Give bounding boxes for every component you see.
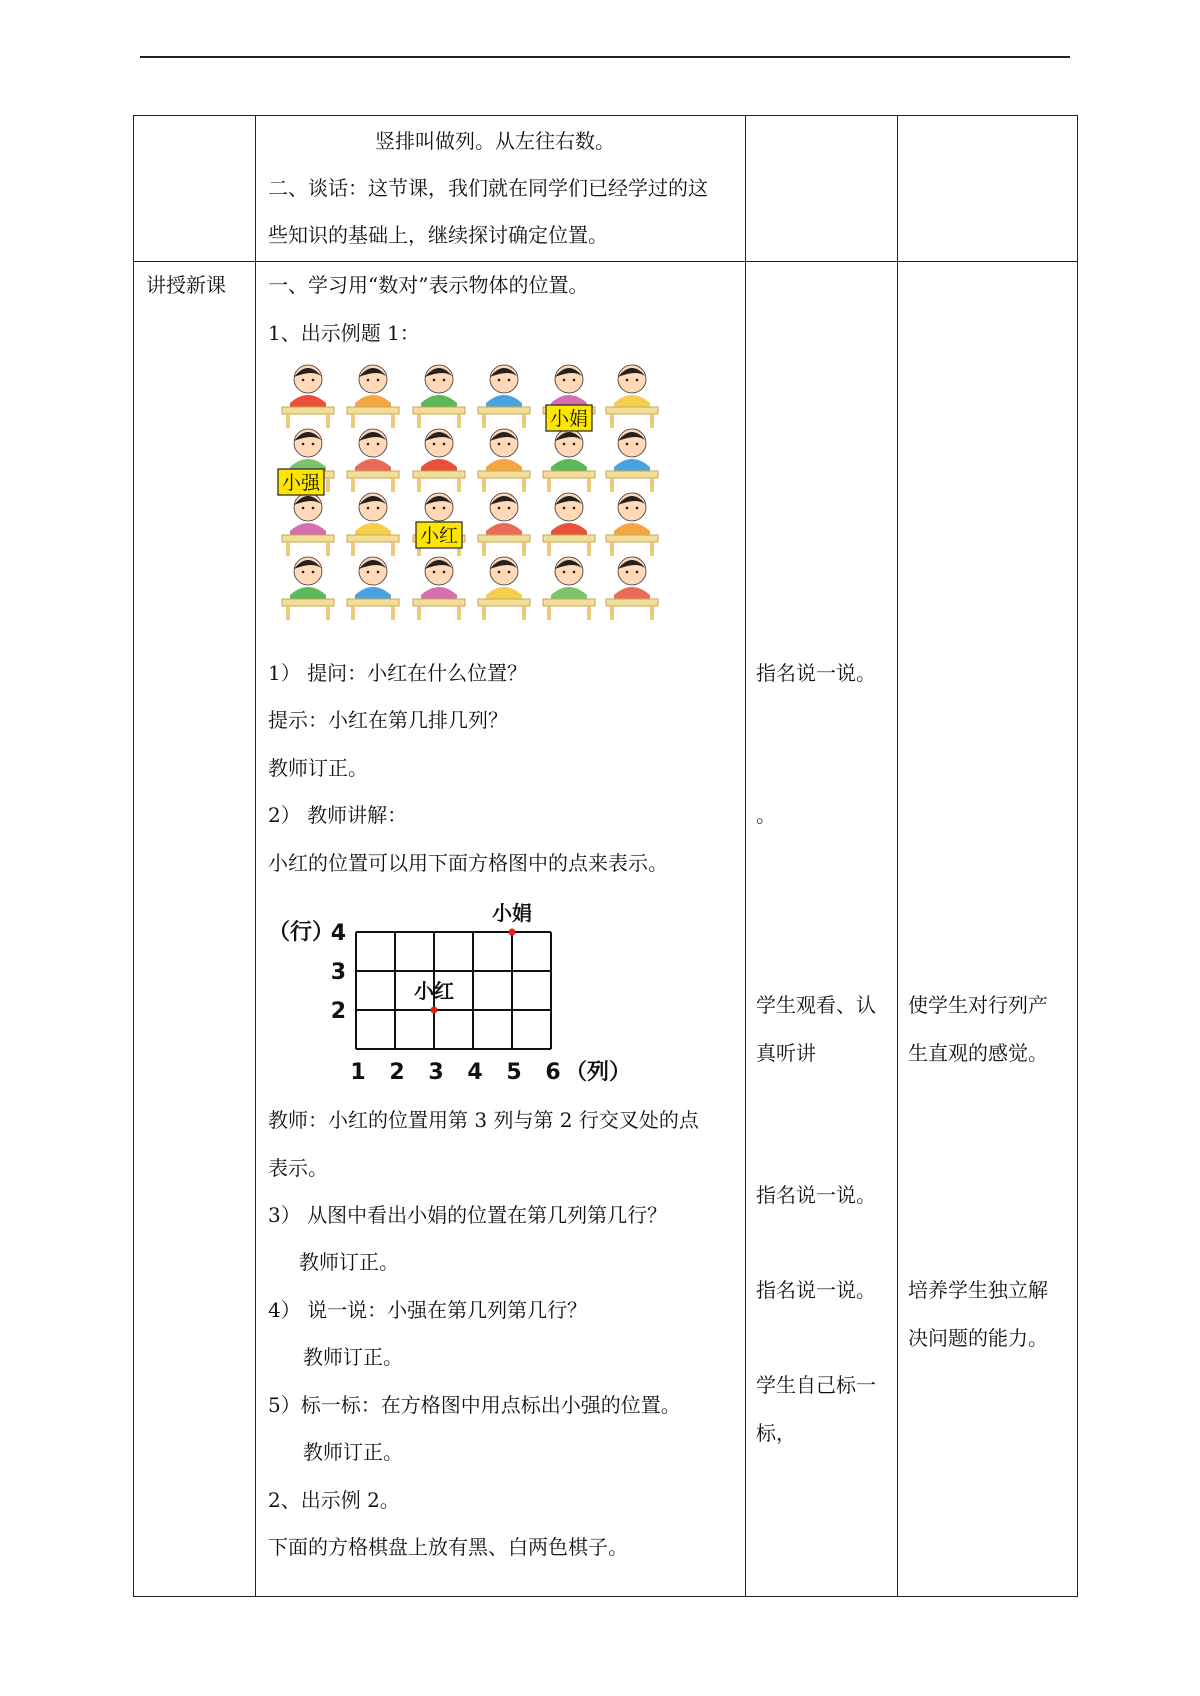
content-line: 教师：小红的位置用第 3 列与第 2 行交叉处的点 — [268, 1108, 699, 1132]
eye-shape — [498, 507, 501, 510]
desk-leg — [286, 606, 290, 620]
content-line: 2） 教师讲解： — [268, 803, 408, 827]
desk-leg — [522, 542, 526, 556]
desk-leg — [417, 414, 421, 428]
grid-point — [509, 929, 516, 936]
col-axis-label: （列） — [565, 1060, 632, 1085]
name-tag-label: 小红 — [419, 525, 459, 547]
student-figure — [606, 365, 658, 428]
content-line: 二、谈话：这节课，我们就在同学们已经学过的这 — [268, 176, 708, 200]
desk-top — [347, 471, 399, 478]
eye-shape — [563, 507, 566, 510]
eye-shape — [498, 443, 501, 446]
design-purpose-line: 使学生对行列产 — [908, 993, 1048, 1017]
col-tick-label: 3 — [428, 1060, 444, 1085]
student-figure — [282, 493, 334, 556]
design-purpose-cell — [898, 262, 1078, 1597]
desk-leg — [482, 414, 486, 428]
desk-leg — [547, 606, 551, 620]
desk-leg — [547, 542, 551, 556]
header-rule — [140, 56, 1070, 58]
content-line: 表示。 — [268, 1156, 328, 1180]
student-figure — [478, 557, 530, 620]
content-line: 5）标一标：在方格图中用点标出小强的位置。 — [268, 1393, 681, 1417]
eye-shape — [312, 443, 315, 446]
eye-shape — [626, 571, 629, 574]
desk-top — [282, 407, 334, 414]
desk-top — [606, 471, 658, 478]
table-row — [134, 116, 1078, 262]
eye-shape — [636, 571, 639, 574]
eye-shape — [377, 507, 380, 510]
name-tag-label: 小强 — [281, 472, 321, 494]
student-figure — [347, 557, 399, 620]
table-row — [134, 262, 1078, 1597]
eye-shape — [508, 379, 511, 382]
grid-point-label: 小红 — [414, 979, 454, 1003]
student-figure — [282, 557, 334, 620]
eye-shape — [498, 379, 501, 382]
desk-leg — [482, 542, 486, 556]
content-cell — [256, 116, 746, 262]
desk-leg — [482, 478, 486, 492]
eye-shape — [508, 507, 511, 510]
eye-shape — [626, 507, 629, 510]
desk-leg — [650, 606, 654, 620]
content-line: 提示：小红在第几排几列？ — [268, 708, 508, 732]
row-tick-label: 4 — [330, 921, 346, 946]
desk-leg — [610, 606, 614, 620]
eye-shape — [563, 379, 566, 382]
eye-shape — [433, 443, 436, 446]
desk-top — [478, 407, 530, 414]
desk-leg — [286, 414, 290, 428]
lesson-plan-table — [133, 115, 1078, 1597]
desk-leg — [650, 542, 654, 556]
content-line: 4） 说一说：小强在第几列第几行？ — [268, 1298, 588, 1322]
content-line: 些知识的基础上，继续探讨确定位置。 — [268, 223, 608, 247]
eye-shape — [433, 571, 436, 574]
desk-top — [347, 535, 399, 542]
content-cell — [256, 262, 746, 1597]
eye-shape — [443, 507, 446, 510]
content-line: 2、出示例 2。 — [268, 1488, 400, 1512]
desk-leg — [351, 414, 355, 428]
desk-leg — [351, 606, 355, 620]
eye-shape — [563, 571, 566, 574]
student-activity-line: 。 — [756, 803, 776, 827]
eye-shape — [508, 571, 511, 574]
student-figure — [347, 365, 399, 428]
eye-shape — [443, 443, 446, 446]
eye-shape — [443, 379, 446, 382]
desk-leg — [522, 606, 526, 620]
col-tick-label: 2 — [389, 1060, 405, 1085]
desk-leg — [351, 542, 355, 556]
desk-leg — [351, 478, 355, 492]
eye-shape — [626, 379, 629, 382]
desk-leg — [610, 478, 614, 492]
eye-shape — [302, 379, 305, 382]
eye-shape — [367, 507, 370, 510]
student-figure — [478, 429, 530, 492]
student-figure — [606, 493, 658, 556]
student-figure — [606, 429, 658, 492]
student-activity-line: 指名说一说。 — [756, 1183, 876, 1207]
desk-leg — [522, 478, 526, 492]
desk-leg — [391, 606, 395, 620]
desk-top — [543, 471, 595, 478]
eye-shape — [377, 571, 380, 574]
eye-shape — [573, 379, 576, 382]
design-purpose-line: 培养学生独立解 — [908, 1278, 1048, 1302]
eye-shape — [367, 571, 370, 574]
design-purpose-line: 生直观的感觉。 — [908, 1041, 1048, 1065]
eye-shape — [573, 507, 576, 510]
eye-shape — [367, 443, 370, 446]
desk-top — [478, 535, 530, 542]
desk-leg — [326, 542, 330, 556]
content-line: 教师订正。 — [303, 1345, 403, 1369]
eye-shape — [636, 379, 639, 382]
row-tick-label: 2 — [330, 999, 346, 1024]
desk-top — [413, 407, 465, 414]
student-figure — [606, 557, 658, 620]
student-figure — [543, 557, 595, 620]
eye-shape — [367, 379, 370, 382]
content-line: 教师订正。 — [299, 1250, 399, 1274]
eye-shape — [433, 379, 436, 382]
student-figure — [543, 493, 595, 556]
eye-shape — [573, 571, 576, 574]
student-figure — [413, 429, 465, 492]
desk-leg — [391, 414, 395, 428]
desk-leg — [326, 606, 330, 620]
desk-top — [413, 471, 465, 478]
desk-leg — [547, 478, 551, 492]
desk-top — [413, 599, 465, 606]
stage-cell — [134, 262, 256, 1597]
col-tick-label: 5 — [506, 1060, 522, 1085]
student-activity-line: 学生观看、认 — [756, 993, 876, 1017]
student-figure — [478, 365, 530, 428]
eye-shape — [377, 379, 380, 382]
grid-point-label: 小娟 — [492, 901, 532, 925]
student-activity-line: 指名说一说。 — [756, 1278, 876, 1302]
student-figure — [413, 557, 465, 620]
content-line: 一、学习用“数对”表示物体的位置。 — [268, 273, 589, 297]
desk-leg — [587, 478, 591, 492]
student-activity-cell — [746, 116, 898, 262]
eye-shape — [302, 443, 305, 446]
eye-shape — [433, 507, 436, 510]
stage-cell — [134, 116, 256, 262]
desk-leg — [587, 606, 591, 620]
desk-top — [543, 535, 595, 542]
student-activity-line: 标， — [756, 1421, 796, 1445]
student-figure — [413, 365, 465, 428]
desk-leg — [457, 414, 461, 428]
desk-leg — [457, 478, 461, 492]
desk-top — [478, 471, 530, 478]
eye-shape — [443, 571, 446, 574]
desk-leg — [326, 414, 330, 428]
eye-shape — [312, 379, 315, 382]
name-tag — [416, 522, 462, 548]
position-grid-figure — [266, 890, 676, 1090]
stage-label: 讲授新课 — [146, 273, 226, 297]
student-figure — [543, 429, 595, 492]
student-activity-line: 学生自己标一 — [756, 1373, 876, 1397]
desk-top — [282, 535, 334, 542]
desk-leg — [286, 542, 290, 556]
desk-top — [282, 599, 334, 606]
col-tick-label: 4 — [467, 1060, 483, 1085]
eye-shape — [636, 507, 639, 510]
desk-leg — [417, 606, 421, 620]
desk-leg — [391, 478, 395, 492]
name-tag — [546, 405, 592, 431]
name-tag-label: 小娟 — [549, 408, 589, 430]
col-tick-label: 1 — [350, 1060, 366, 1085]
col-tick-label: 6 — [545, 1060, 561, 1085]
row-tick-label: 3 — [330, 960, 346, 985]
desk-leg — [457, 606, 461, 620]
desk-top — [347, 407, 399, 414]
content-line: 1、出示例题 1： — [268, 321, 420, 345]
design-purpose-cell — [898, 116, 1078, 262]
desk-leg — [391, 542, 395, 556]
eye-shape — [312, 571, 315, 574]
desk-leg — [417, 478, 421, 492]
desk-top — [543, 599, 595, 606]
content-line: 1） 提问：小红在什么位置？ — [268, 661, 528, 685]
content-line: 教师订正。 — [303, 1440, 403, 1464]
student-figure — [282, 365, 334, 428]
desk-leg — [587, 542, 591, 556]
desk-leg — [610, 414, 614, 428]
desk-leg — [522, 414, 526, 428]
content-line: 下面的方格棋盘上放有黑、白两色棋子。 — [268, 1535, 628, 1559]
grid-point — [431, 1007, 438, 1014]
desk-leg — [610, 542, 614, 556]
eye-shape — [508, 443, 511, 446]
desk-top — [606, 599, 658, 606]
eye-shape — [626, 443, 629, 446]
student-figure — [347, 429, 399, 492]
eye-shape — [377, 443, 380, 446]
row-axis-label: （行） — [268, 920, 335, 945]
eye-shape — [312, 507, 315, 510]
desk-leg — [326, 478, 330, 492]
desk-leg — [650, 414, 654, 428]
eye-shape — [302, 571, 305, 574]
student-activity-cell — [746, 262, 898, 1597]
student-activity-line: 真听讲 — [756, 1041, 816, 1065]
eye-shape — [573, 443, 576, 446]
student-activity-line: 指名说一说。 — [756, 661, 876, 685]
content-line: 3） 从图中看出小娟的位置在第几列第几行？ — [268, 1203, 668, 1227]
name-tag — [278, 469, 324, 495]
desk-top — [347, 599, 399, 606]
desk-leg — [482, 606, 486, 620]
eye-shape — [563, 443, 566, 446]
classroom-illustration — [276, 357, 696, 645]
desk-top — [606, 535, 658, 542]
student-figure — [347, 493, 399, 556]
desk-top — [478, 599, 530, 606]
content-line: 竖排叫做列。从左往右数。 — [375, 129, 615, 153]
content-line: 教师订正。 — [268, 756, 368, 780]
eye-shape — [302, 507, 305, 510]
student-figure — [478, 493, 530, 556]
eye-shape — [498, 571, 501, 574]
desk-leg — [650, 478, 654, 492]
eye-shape — [636, 443, 639, 446]
design-purpose-line: 决问题的能力。 — [908, 1326, 1048, 1350]
content-line: 小红的位置可以用下面方格图中的点来表示。 — [268, 851, 668, 875]
desk-top — [606, 407, 658, 414]
